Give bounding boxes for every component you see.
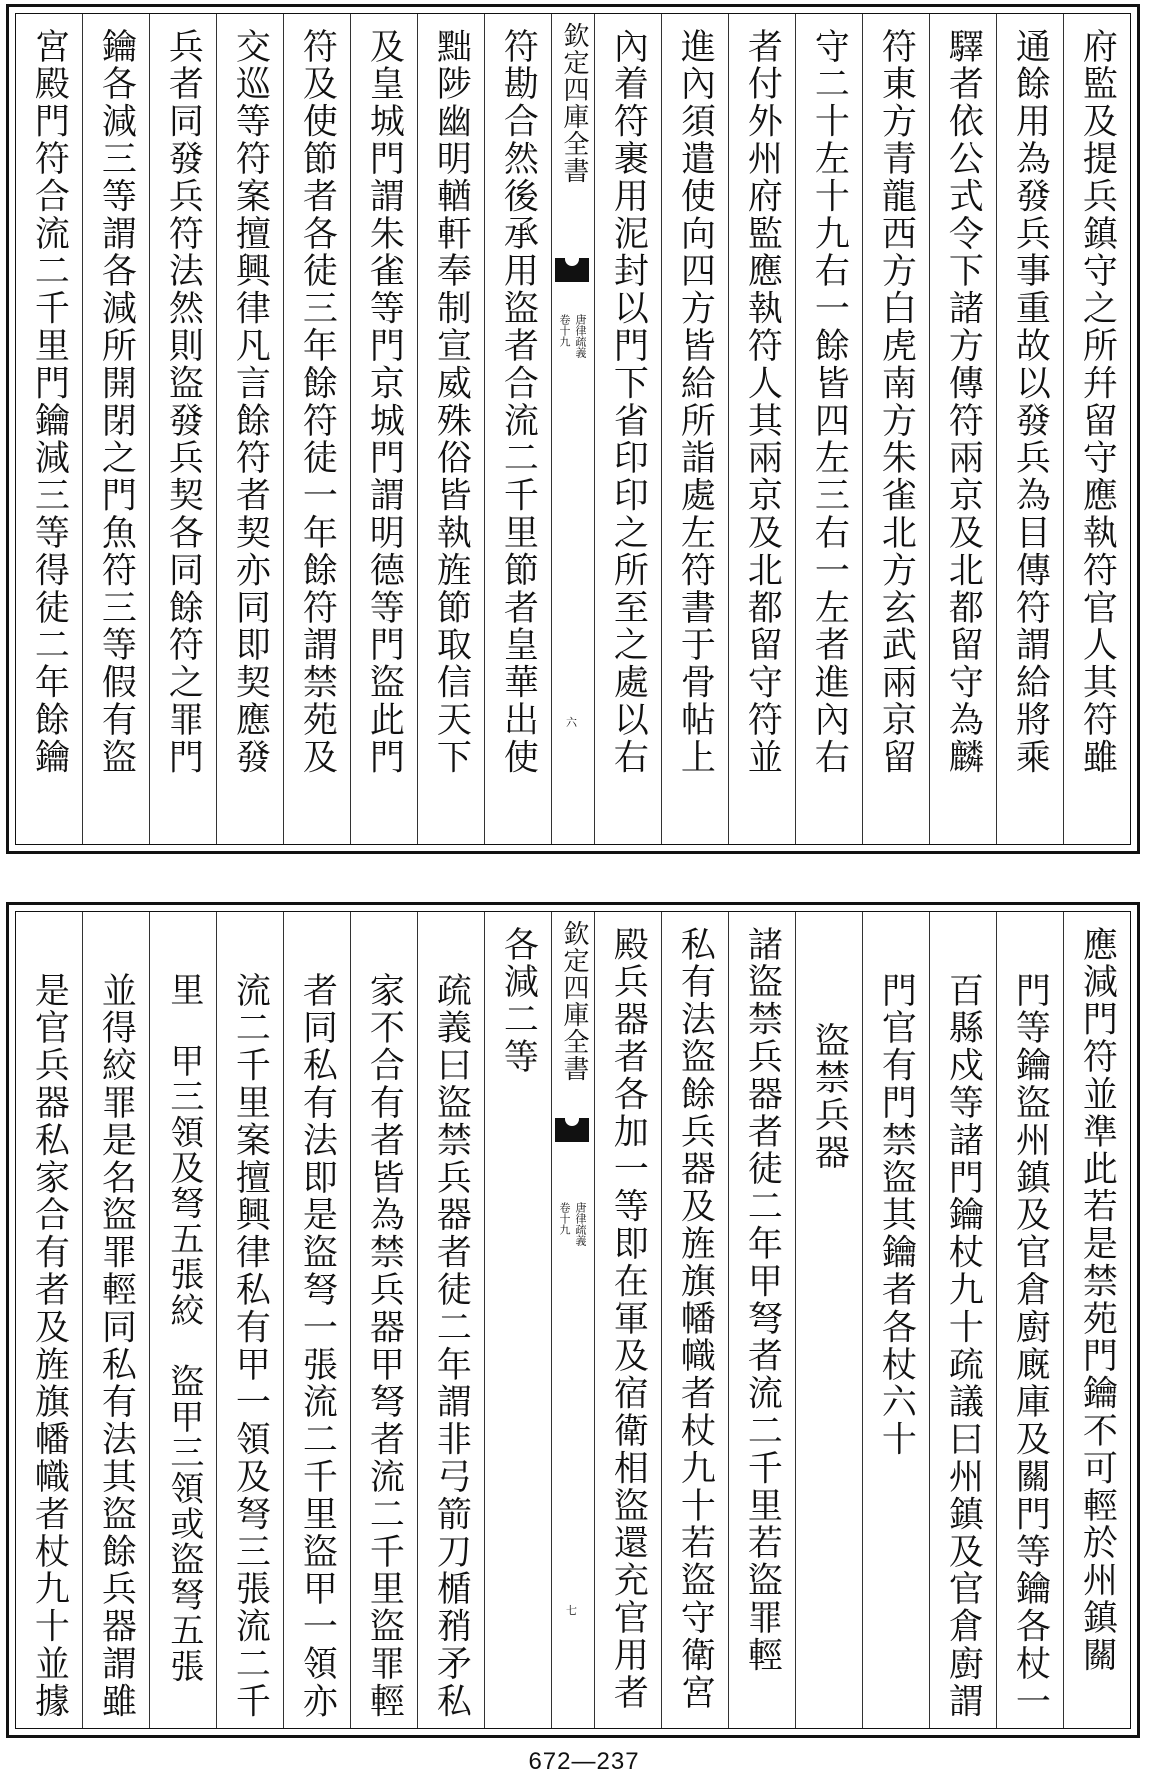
column-text: 符及使節者各徒三年餘符徒一年餘符謂禁苑及 bbox=[297, 28, 338, 776]
column-text: 應減門符並準此若是禁苑門鑰不可輕於州鎮關 bbox=[1077, 926, 1118, 1674]
column-text: 交巡等符案擅興律凡言餘符者契亦同即契應發 bbox=[230, 28, 271, 776]
page-number: 672—237 bbox=[528, 1748, 640, 1775]
text-column bbox=[728, 14, 795, 844]
column-text: 及皇城門謂朱雀等門京城門謂明德等門盜此門 bbox=[364, 28, 405, 776]
text-column bbox=[1063, 912, 1130, 1728]
column-text: 諸盜禁兵器者徒二年甲弩者流二千里若盜罪輕 bbox=[742, 926, 783, 1674]
column-text: 驛者依公式令下諸方傳符兩京及北都留守為麟 bbox=[943, 28, 984, 776]
column-text: 者付外州府監應執符人其兩京及北都留守符並 bbox=[742, 28, 783, 776]
column-text: 並得絞罪是名盜罪輕同私有法其盜餘兵器謂雖 bbox=[96, 972, 137, 1720]
text-column bbox=[661, 912, 728, 1728]
text-column bbox=[417, 912, 484, 1728]
text-column bbox=[82, 14, 149, 844]
text-column bbox=[929, 14, 996, 844]
column-text: 內着符裹用泥封以門下省印印之所至之處以右 bbox=[608, 28, 649, 776]
work-title: 唐律疏義 bbox=[574, 1202, 587, 1246]
column-text: 百縣戍等諸門鑰杖九十疏議曰州鎮及官倉廚謂 bbox=[943, 972, 984, 1720]
volume-label: 卷十九 bbox=[558, 1202, 571, 1235]
text-column bbox=[283, 912, 350, 1728]
column-text: 流二千里案擅興律私有甲一領及弩三張流二千 bbox=[230, 972, 271, 1720]
book-title: 欽定四庫全書 bbox=[559, 22, 589, 184]
text-column bbox=[594, 912, 661, 1728]
text-frame bbox=[15, 911, 1131, 1729]
column-text: 黜陟幽明輶軒奉制宣威殊俗皆執旌節取信天下 bbox=[431, 28, 472, 776]
text-column bbox=[350, 912, 417, 1728]
column-text: 符東方青龍西方白虎南方朱雀北方玄武兩京留 bbox=[876, 28, 917, 776]
column-text: 家不合有者皆為禁兵器甲弩者流二千里盜罪輕 bbox=[364, 972, 405, 1720]
text-column bbox=[283, 14, 350, 844]
column-text: 是官兵器私家合有者及旌旗幡幟者杖九十並據 bbox=[29, 972, 70, 1720]
column-text: 各減二等 bbox=[498, 926, 539, 1076]
column-text: 宮殿門符合流二千里門鑰減三等得徒二年餘鑰 bbox=[29, 28, 70, 776]
center-fold-column bbox=[551, 14, 594, 844]
text-column bbox=[216, 912, 283, 1728]
text-column bbox=[16, 14, 82, 844]
book-title: 欽定四庫全書 bbox=[559, 920, 589, 1082]
column-text: 者同私有法即是盜弩一張流二千里盜甲一領亦 bbox=[297, 972, 338, 1720]
text-columns bbox=[16, 14, 1130, 844]
text-column bbox=[594, 14, 661, 844]
column-text: 疏義曰盜禁兵器者徒二年謂非弓箭刀楯矟矛私 bbox=[431, 972, 472, 1720]
column-text: 通餘用為發兵事重故以發兵為目傳符謂給將乘 bbox=[1010, 28, 1051, 776]
folio-number: 七 bbox=[566, 1604, 577, 1617]
text-column bbox=[149, 912, 216, 1728]
fish-tail-mark-icon bbox=[555, 258, 589, 282]
column-text: 里 甲三領及弩五張絞 盜甲三領或盜弩五張 bbox=[163, 972, 204, 1684]
text-columns bbox=[16, 912, 1130, 1728]
work-title: 唐律疏義 bbox=[574, 314, 587, 358]
text-column bbox=[484, 14, 551, 844]
text-column bbox=[996, 14, 1063, 844]
text-column bbox=[661, 14, 728, 844]
column-text: 殿兵器者各加一等即在軍及宿衛相盜還充官用者 bbox=[608, 926, 649, 1712]
text-column bbox=[350, 14, 417, 844]
text-column bbox=[795, 912, 862, 1728]
center-fold-column bbox=[551, 912, 594, 1728]
text-column bbox=[16, 912, 82, 1728]
column-text: 符勘合然後承用盜者合流二千里節者皇華出使 bbox=[498, 28, 539, 776]
text-column bbox=[862, 912, 929, 1728]
column-text: 門官有門禁盜其鑰者各杖六十 bbox=[876, 972, 917, 1459]
column-text: 守二十左十九右一餘皆四左三右一左者進內右 bbox=[809, 28, 850, 776]
text-column bbox=[929, 912, 996, 1728]
page-leaf-top bbox=[6, 4, 1140, 854]
text-column bbox=[417, 14, 484, 844]
column-text: 兵者同發兵符法然則盜發兵契各同餘符之罪門 bbox=[163, 28, 204, 776]
folio-number: 六 bbox=[566, 716, 577, 729]
section-heading: 盜禁兵器 bbox=[809, 1022, 850, 1172]
column-text: 府監及提兵鎮守之所幷留守應執符官人其符雖 bbox=[1077, 28, 1118, 776]
page-leaf-bottom bbox=[6, 902, 1140, 1738]
text-column bbox=[216, 14, 283, 844]
text-column bbox=[728, 912, 795, 1728]
text-column bbox=[862, 14, 929, 844]
text-column bbox=[996, 912, 1063, 1728]
column-text: 進內須遣使向四方皆給所詣處左符書于骨帖上 bbox=[675, 28, 716, 776]
text-column bbox=[795, 14, 862, 844]
text-column bbox=[1063, 14, 1130, 844]
column-text: 私有法盜餘兵器及旌旗幡幟者杖九十若盜守衛宮 bbox=[675, 926, 716, 1712]
text-column bbox=[149, 14, 216, 844]
fish-tail-mark-icon bbox=[555, 1118, 589, 1142]
column-text: 門等鑰盜州鎮及官倉廚廐庫及關門等鑰各杖一 bbox=[1010, 972, 1051, 1720]
text-column bbox=[82, 912, 149, 1728]
text-frame bbox=[15, 13, 1131, 845]
text-column bbox=[484, 912, 551, 1728]
column-text: 鑰各減三等謂各減所開閉之門魚符三等假有盜 bbox=[96, 28, 137, 776]
volume-label: 卷十九 bbox=[558, 314, 571, 347]
